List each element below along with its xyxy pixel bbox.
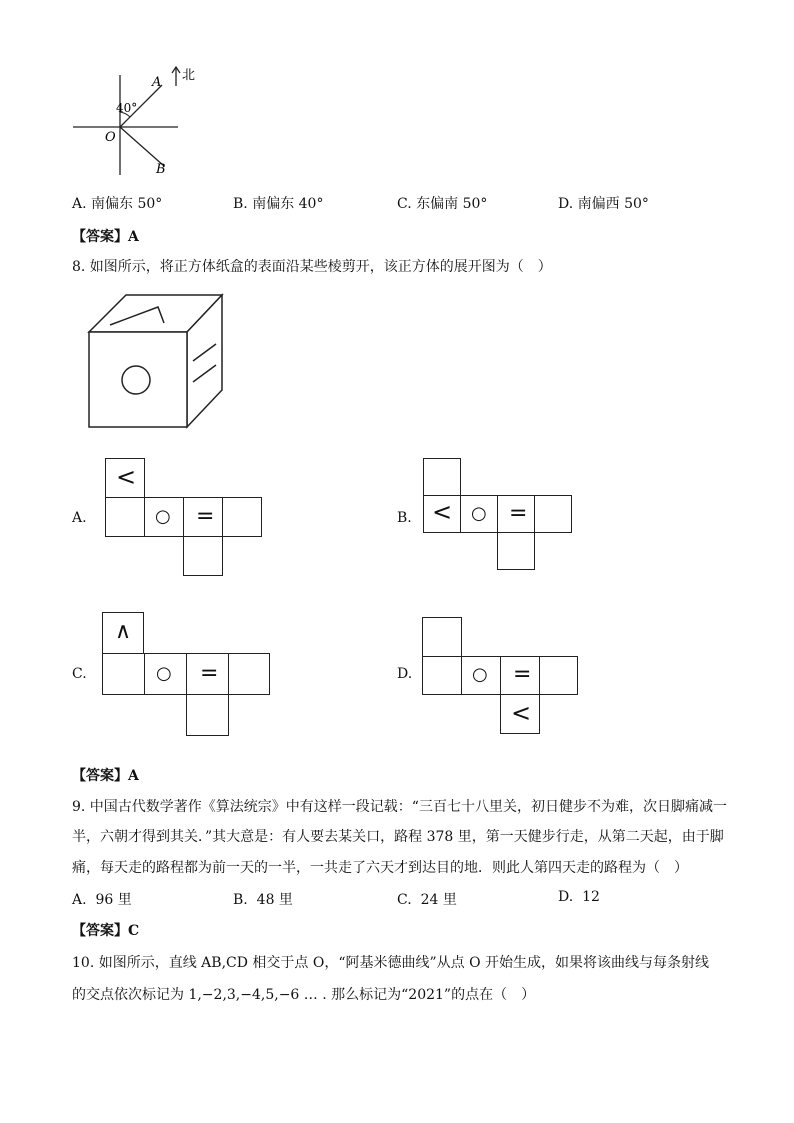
lt-symbol: < (511, 699, 532, 727)
q7-option-c: C. 东偏南 50° (397, 196, 488, 212)
net-b-face-top (423, 458, 461, 496)
circle-symbol: ○ (155, 506, 171, 527)
q7-option-b: B. 南偏东 40° (233, 196, 324, 212)
net-b-face-2 (460, 495, 498, 533)
net-d-face-4 (539, 656, 578, 695)
eq-symbol: = (200, 661, 219, 686)
direction-diagram (60, 60, 200, 180)
angle-label: 40° (116, 101, 138, 115)
q8-option-a-label: A. (72, 510, 87, 526)
point-a-label: A (152, 75, 162, 90)
net-a-face-1 (105, 497, 145, 537)
point-o-label: O (105, 130, 116, 145)
point-b-label: B (156, 162, 166, 177)
lt-symbol: < (116, 463, 137, 491)
q9-option-d: D. 12 (558, 889, 600, 905)
circle-symbol: ○ (471, 503, 487, 524)
net-d-face-2 (461, 656, 501, 695)
eq-symbol: = (509, 501, 528, 526)
net-c-face-3 (186, 653, 229, 695)
q9-option-c: C. 24 里 (397, 892, 457, 908)
q10-line-1: 10. 如图所示，直线 AB,CD 相交于点 O，“阿基米德曲线”从点 O 开始生成，如果将该曲线与每条射线 (72, 955, 710, 971)
q9-option-b: B. 48 里 (233, 892, 293, 908)
net-c-face-top (102, 612, 144, 654)
net-b-face-1 (423, 495, 461, 533)
net-b-face-4 (534, 495, 572, 533)
q8-answer: 【答案】A (72, 768, 139, 784)
q7-option-d: D. 南偏西 50° (558, 196, 649, 212)
lt-symbol: < (432, 498, 453, 526)
q9-line-2: 半，六朝才得到其关．”其大意是：有人要去某关口，路程 378 里，第一天健步行走，从第二天起，由于脚 (72, 829, 724, 845)
net-d-face-top (422, 617, 462, 657)
net-d-face-bottom (500, 694, 540, 734)
q7-answer: 【答案】A (72, 229, 139, 245)
net-c-face-bottom (186, 694, 229, 736)
ray-ob (120, 127, 164, 166)
q9-answer: 【答案】C (72, 923, 140, 939)
cube-front-face (89, 332, 187, 427)
net-d-face-1 (422, 656, 462, 695)
q9-line-3: 痛，每天走的路程都为前一天的一半，一共走了六天才到达目的地．则此人第四天走的路程为（ ） (72, 860, 688, 876)
net-a-face-4 (222, 497, 262, 537)
net-a-face-bottom (183, 536, 223, 576)
eq-symbol: = (513, 662, 532, 687)
net-b-face-bottom (497, 532, 535, 570)
q9-line-1: 9. 中国古代数学著作《算法统宗》中有这样一段记载：“三百七十八里关，初日健步不为难，次日脚痛减一 (72, 799, 727, 815)
net-b-face-3 (497, 495, 535, 533)
q10-line-2: 的交点依次标记为 1,−2,3,−4,5,−6 … . 那么标记为“2021”的点在（ ） (72, 987, 536, 1003)
net-c-face-1 (102, 653, 145, 695)
q8-option-c-label: C. (72, 666, 87, 682)
q8-question: 8. 如图所示，将正方体纸盒的表面沿某些棱剪开，该正方体的展开图为（ ） (72, 259, 552, 275)
net-c-face-4 (228, 653, 270, 695)
q8-option-d-label: D. (397, 666, 413, 682)
q7-option-a: A. 南偏东 50° (72, 196, 163, 212)
circle-symbol: ○ (156, 663, 172, 684)
eq-symbol: = (196, 504, 215, 529)
north-label: 北 (182, 68, 196, 83)
q8-option-b-label: B. (397, 510, 412, 526)
net-a-face-top (105, 458, 145, 498)
circle-symbol: ○ (472, 664, 488, 685)
cube-figure (84, 290, 234, 430)
net-c-face-2 (144, 653, 187, 695)
q9-option-a: A. 96 里 (72, 892, 132, 908)
net-d-face-3 (500, 656, 540, 695)
wedge-symbol: ∧ (115, 619, 132, 644)
net-a-face-2 (144, 497, 184, 537)
net-a-face-3 (183, 497, 223, 537)
